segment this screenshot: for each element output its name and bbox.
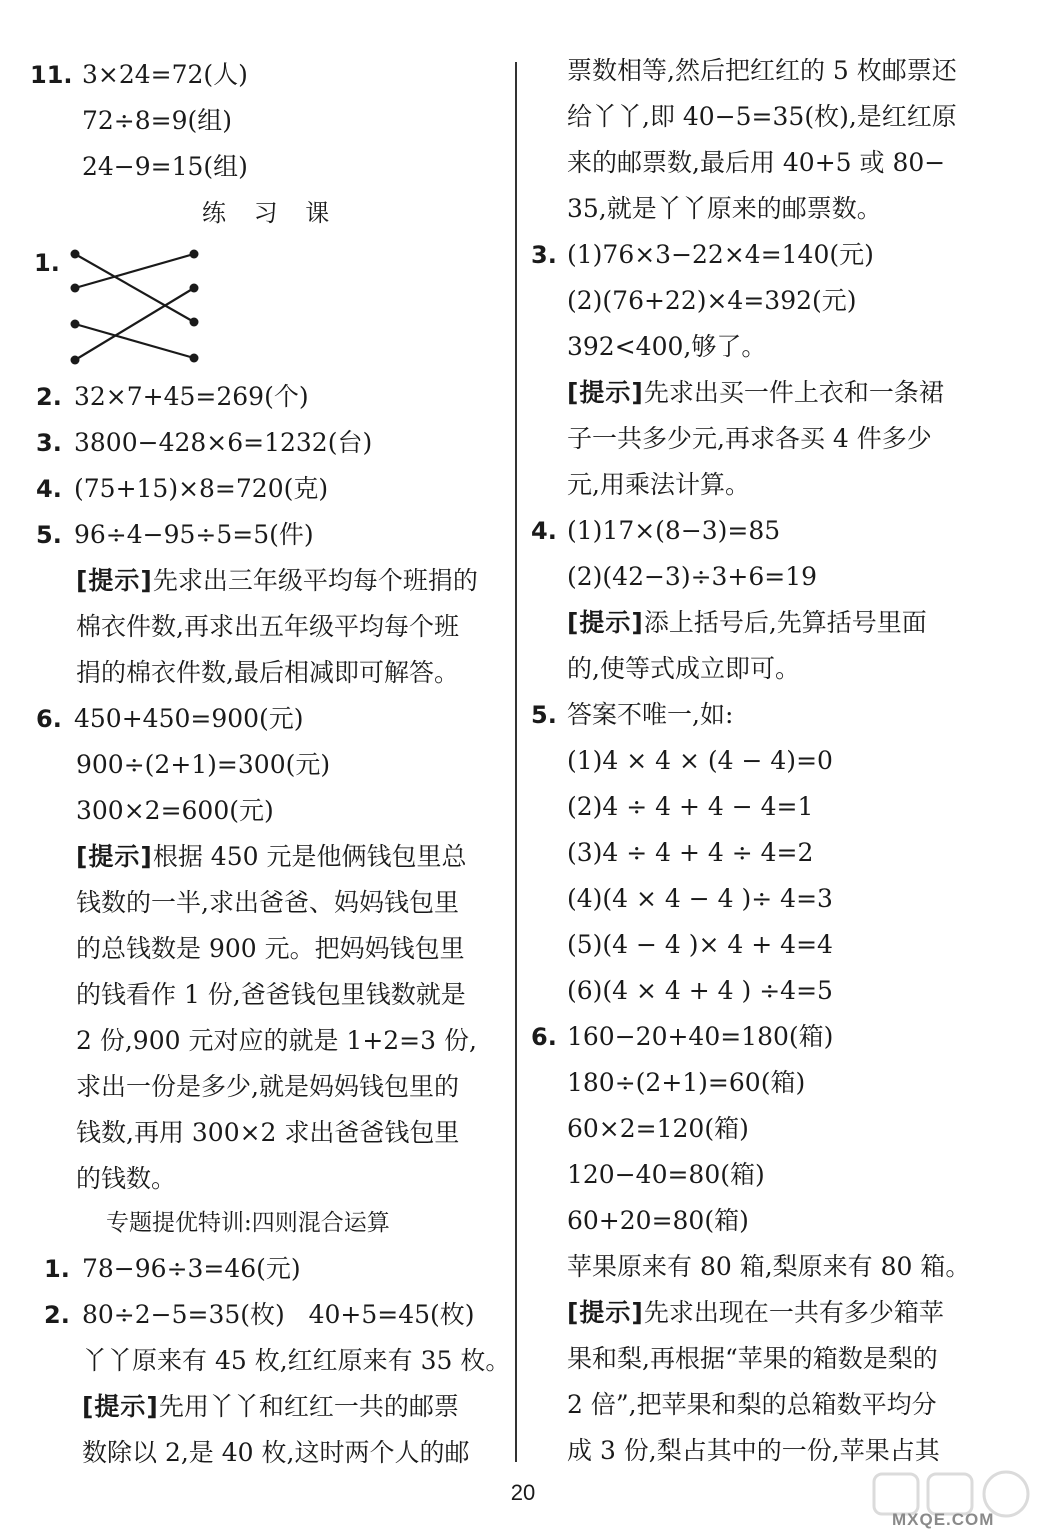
question-number: 2. (44, 1301, 70, 1329)
hint-line: 棉衣件数,再求出五年级平均每个班 (76, 612, 459, 641)
hint-line: 成 3 份,梨占其中的一份,苹果占其 (567, 1436, 940, 1465)
hint-label: [提示] (76, 566, 153, 595)
question-number: 3. (531, 241, 557, 269)
hint-line: 35,就是丫丫原来的邮票数。 (567, 194, 882, 223)
hint-line (567, 606, 927, 640)
equation-line: (3)4 ÷ 4 + 4 ÷ 4=2 (567, 838, 814, 867)
equation-line: 32×7+45=269(个) (74, 382, 309, 411)
column-divider (515, 62, 517, 1462)
question-number: 6. (531, 1023, 557, 1051)
hint-line: 的钱数。 (76, 1164, 177, 1193)
question-number: 5. (531, 701, 557, 729)
hint-label: [提示] (567, 1298, 644, 1327)
match-dot (190, 354, 199, 363)
hint-label: [提示] (82, 1392, 159, 1421)
hint-text: 根据 450 元是他俩钱包里总 (152, 842, 467, 871)
equation-line: (5)(4 − 4 )× 4 + 4=4 (567, 930, 833, 959)
equation-line: (1)76×3−22×4=140(元) (567, 240, 874, 269)
equation-line: (2)(42−3)÷3+6=19 (567, 562, 818, 591)
hint-line: 钱数,再用 300×2 求出爸爸钱包里 (76, 1118, 460, 1147)
page-number: 20 (510, 1480, 536, 1505)
equation-line: (2)(76+22)×4=392(元) (567, 286, 857, 315)
equation-line: 3800−428×6=1232(台) (74, 428, 373, 457)
match-dot (190, 250, 199, 259)
watermark-domain: MXQE.COM (892, 1510, 995, 1529)
hint-line: 果和梨,再根据“苹果的箱数是梨的 (567, 1344, 938, 1373)
equation-line: (1)4 × 4 × (4 − 4)=0 (567, 746, 833, 775)
equation-line: 120−40=80(箱) (567, 1160, 765, 1189)
hint-line (76, 564, 478, 598)
equation-line: 96÷4−95÷5=5(件) (74, 520, 314, 549)
hint-line: 来的邮票数,最后用 40+5 或 80− (567, 148, 946, 177)
hint-line (82, 1390, 459, 1424)
section-heading-special: 专题提优特训:四则混合运算 (106, 1210, 390, 1236)
question-number: 4. (36, 475, 62, 503)
match-dot (71, 250, 80, 259)
hint-line: 2 倍”,把苹果和梨的总箱数平均分 (567, 1390, 937, 1419)
section-heading-practice: 练 习 课 (202, 199, 340, 227)
equation-line: (4)(4 × 4 − 4 )÷ 4=3 (567, 884, 833, 913)
equation-line: 3×24=72(人) (82, 60, 248, 89)
equation-line: 78−96÷3=46(元) (82, 1254, 301, 1283)
question-number: 1. (34, 249, 60, 277)
hint-line (76, 840, 466, 874)
hint-line: 的钱看作 1 份,爸爸钱包里钱数就是 (76, 980, 466, 1009)
question-number: 2. (36, 383, 62, 411)
hint-line: 元,用乘法计算。 (567, 470, 750, 499)
question-number: 6. (36, 705, 62, 733)
equation-line: (75+15)×8=720(克) (74, 474, 329, 503)
answer-intro: 答案不唯一,如: (567, 700, 734, 729)
answer-line: 苹果原来有 80 箱,梨原来有 80 箱。 (567, 1252, 971, 1281)
hint-line: 给丫丫,即 40−5=35(枚),是红红原 (567, 102, 957, 131)
hint-line: 票数相等,然后把红红的 5 枚邮票还 (567, 56, 957, 85)
hint-label: [提示] (76, 842, 153, 871)
matching-lines-diagram (62, 240, 212, 370)
equation-line: 180÷(2+1)=60(箱) (567, 1068, 806, 1097)
match-dot (71, 320, 80, 329)
equation-line: 24−9=15(组) (82, 152, 248, 181)
equation-line: 60×2=120(箱) (567, 1114, 749, 1143)
hint-line: 数除以 2,是 40 枚,这时两个人的邮 (82, 1438, 470, 1467)
equation-line: (2)4 ÷ 4 + 4 − 4=1 (567, 792, 814, 821)
match-dot (71, 284, 80, 293)
hint-line: 子一共多少元,再求各买 4 件多少 (567, 424, 932, 453)
match-dot (190, 284, 199, 293)
hint-line: 的,使等式成立即可。 (567, 654, 800, 683)
hint-text: 先求出现在一共有多少箱苹 (643, 1298, 944, 1327)
hint-label: [提示] (567, 608, 644, 637)
hint-line (567, 376, 944, 410)
equation-line: 300×2=600(元) (76, 796, 274, 825)
equation-line: 392<400,够了。 (567, 332, 767, 361)
question-number: 5. (36, 521, 62, 549)
hint-text: 添上括号后,先算括号里面 (643, 608, 927, 637)
equation-line: 450+450=900(元) (74, 704, 304, 733)
hint-text: 先用丫丫和红红一共的邮票 (158, 1392, 459, 1421)
answer-line: 丫丫原来有 45 枚,红红原来有 35 枚。 (82, 1346, 511, 1375)
question-number: 11. (30, 61, 73, 89)
hint-line: 钱数的一半,求出爸爸、妈妈钱包里 (76, 888, 459, 917)
hint-line: 求出一份是多少,就是妈妈钱包里的 (76, 1072, 459, 1101)
equation-line: 900÷(2+1)=300(元) (76, 750, 331, 779)
hint-line: 捐的棉衣件数,最后相减即可解答。 (76, 658, 459, 687)
equation-line: (6)(4 × 4 + 4 ) ÷4=5 (567, 976, 833, 1005)
question-number: 4. (531, 517, 557, 545)
hint-line: 的总钱数是 900 元。把妈妈钱包里 (76, 934, 465, 963)
equation-line: (1)17×(8−3)=85 (567, 516, 781, 545)
hint-line (567, 1296, 944, 1330)
equation-line: 160−20+40=180(箱) (567, 1022, 834, 1051)
question-number: 1. (44, 1255, 70, 1283)
hint-text: 先求出三年级平均每个班捐的 (152, 566, 478, 595)
hint-label: [提示] (567, 378, 644, 407)
match-dot (190, 318, 199, 327)
question-number: 3. (36, 429, 62, 457)
match-dot (71, 356, 80, 365)
equation-line: 60+20=80(箱) (567, 1206, 749, 1235)
hint-line: 2 份,900 元对应的就是 1+2=3 份, (76, 1026, 477, 1055)
equation-line: 80÷2−5=35(枚) 40+5=45(枚) (82, 1300, 475, 1329)
equation-line: 72÷8=9(组) (82, 106, 233, 135)
hint-text: 先求出买一件上衣和一条裙 (643, 378, 944, 407)
